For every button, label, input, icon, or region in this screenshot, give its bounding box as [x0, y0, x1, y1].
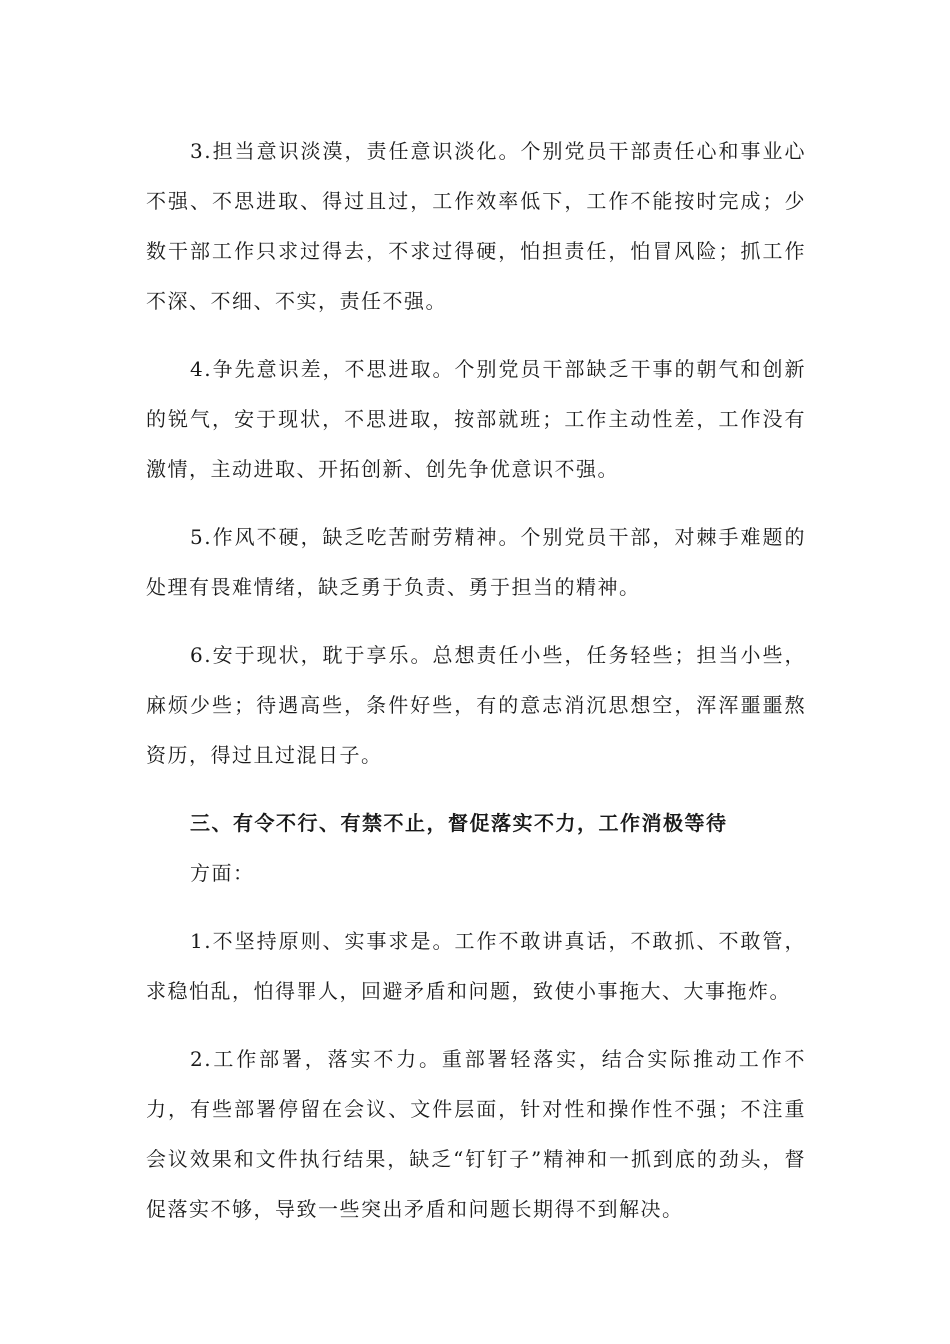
paragraph-item-4: 4.争先意识差，不思进取。个别党员干部缺乏干事的朝气和创新的锐气，安于现状，不思进取，按部就班；工作主动性差，工作没有激情，主动进取、开拓创新、创先争优意识不强。 [146, 357, 806, 481]
document-page [146, 126, 806, 1252]
paragraph-item-5: 5.作风不硬，缺乏吃苦耐劳精神。个别党员干部，对棘手难题的处理有畏难情绪，缺乏勇于负责、勇于担当的精神。 [146, 525, 806, 599]
paragraph-item-3: 3.担当意识淡漠，责任意识淡化。个别党员干部责任心和事业心不强、不思进取、得过且过，工作效率低下，工作不能按时完成；少数干部工作只求过得去，不求过得硬，怕担责任，怕冒风险；抓工作不深、不细、不实，责任不强。 [146, 139, 806, 313]
section-three-heading-continuation: 方面： [190, 861, 255, 885]
section-three-paragraph-1: 1.不坚持原则、实事求是。工作不敢讲真话，不敢抓、不敢管，求稳怕乱，怕得罪人，回避矛盾和问题，致使小事拖大、大事拖炸。 [146, 929, 806, 1003]
section-three-heading: 三、有令不行、有禁不止，督促落实不力，工作消极等待 [190, 811, 728, 835]
paragraph-item-6: 6.安于现状，耽于享乐。总想责任小些，任务轻些；担当小些，麻烦少些；待遇高些，条件好些，有的意志消沉思想空，浑浑噩噩熬资历，得过且过混日子。 [146, 643, 806, 767]
section-three-paragraph-2: 2.工作部署，落实不力。重部署轻落实，结合实际推动工作不力，有些部署停留在会议、文件层面，针对性和操作性不强；不注重会议效果和文件执行结果，缺乏“钉钉子”精神和一抓到底的劲头，督促落实不够，导致一些突出矛盾和问题长期得不到解决。 [146, 1047, 806, 1221]
